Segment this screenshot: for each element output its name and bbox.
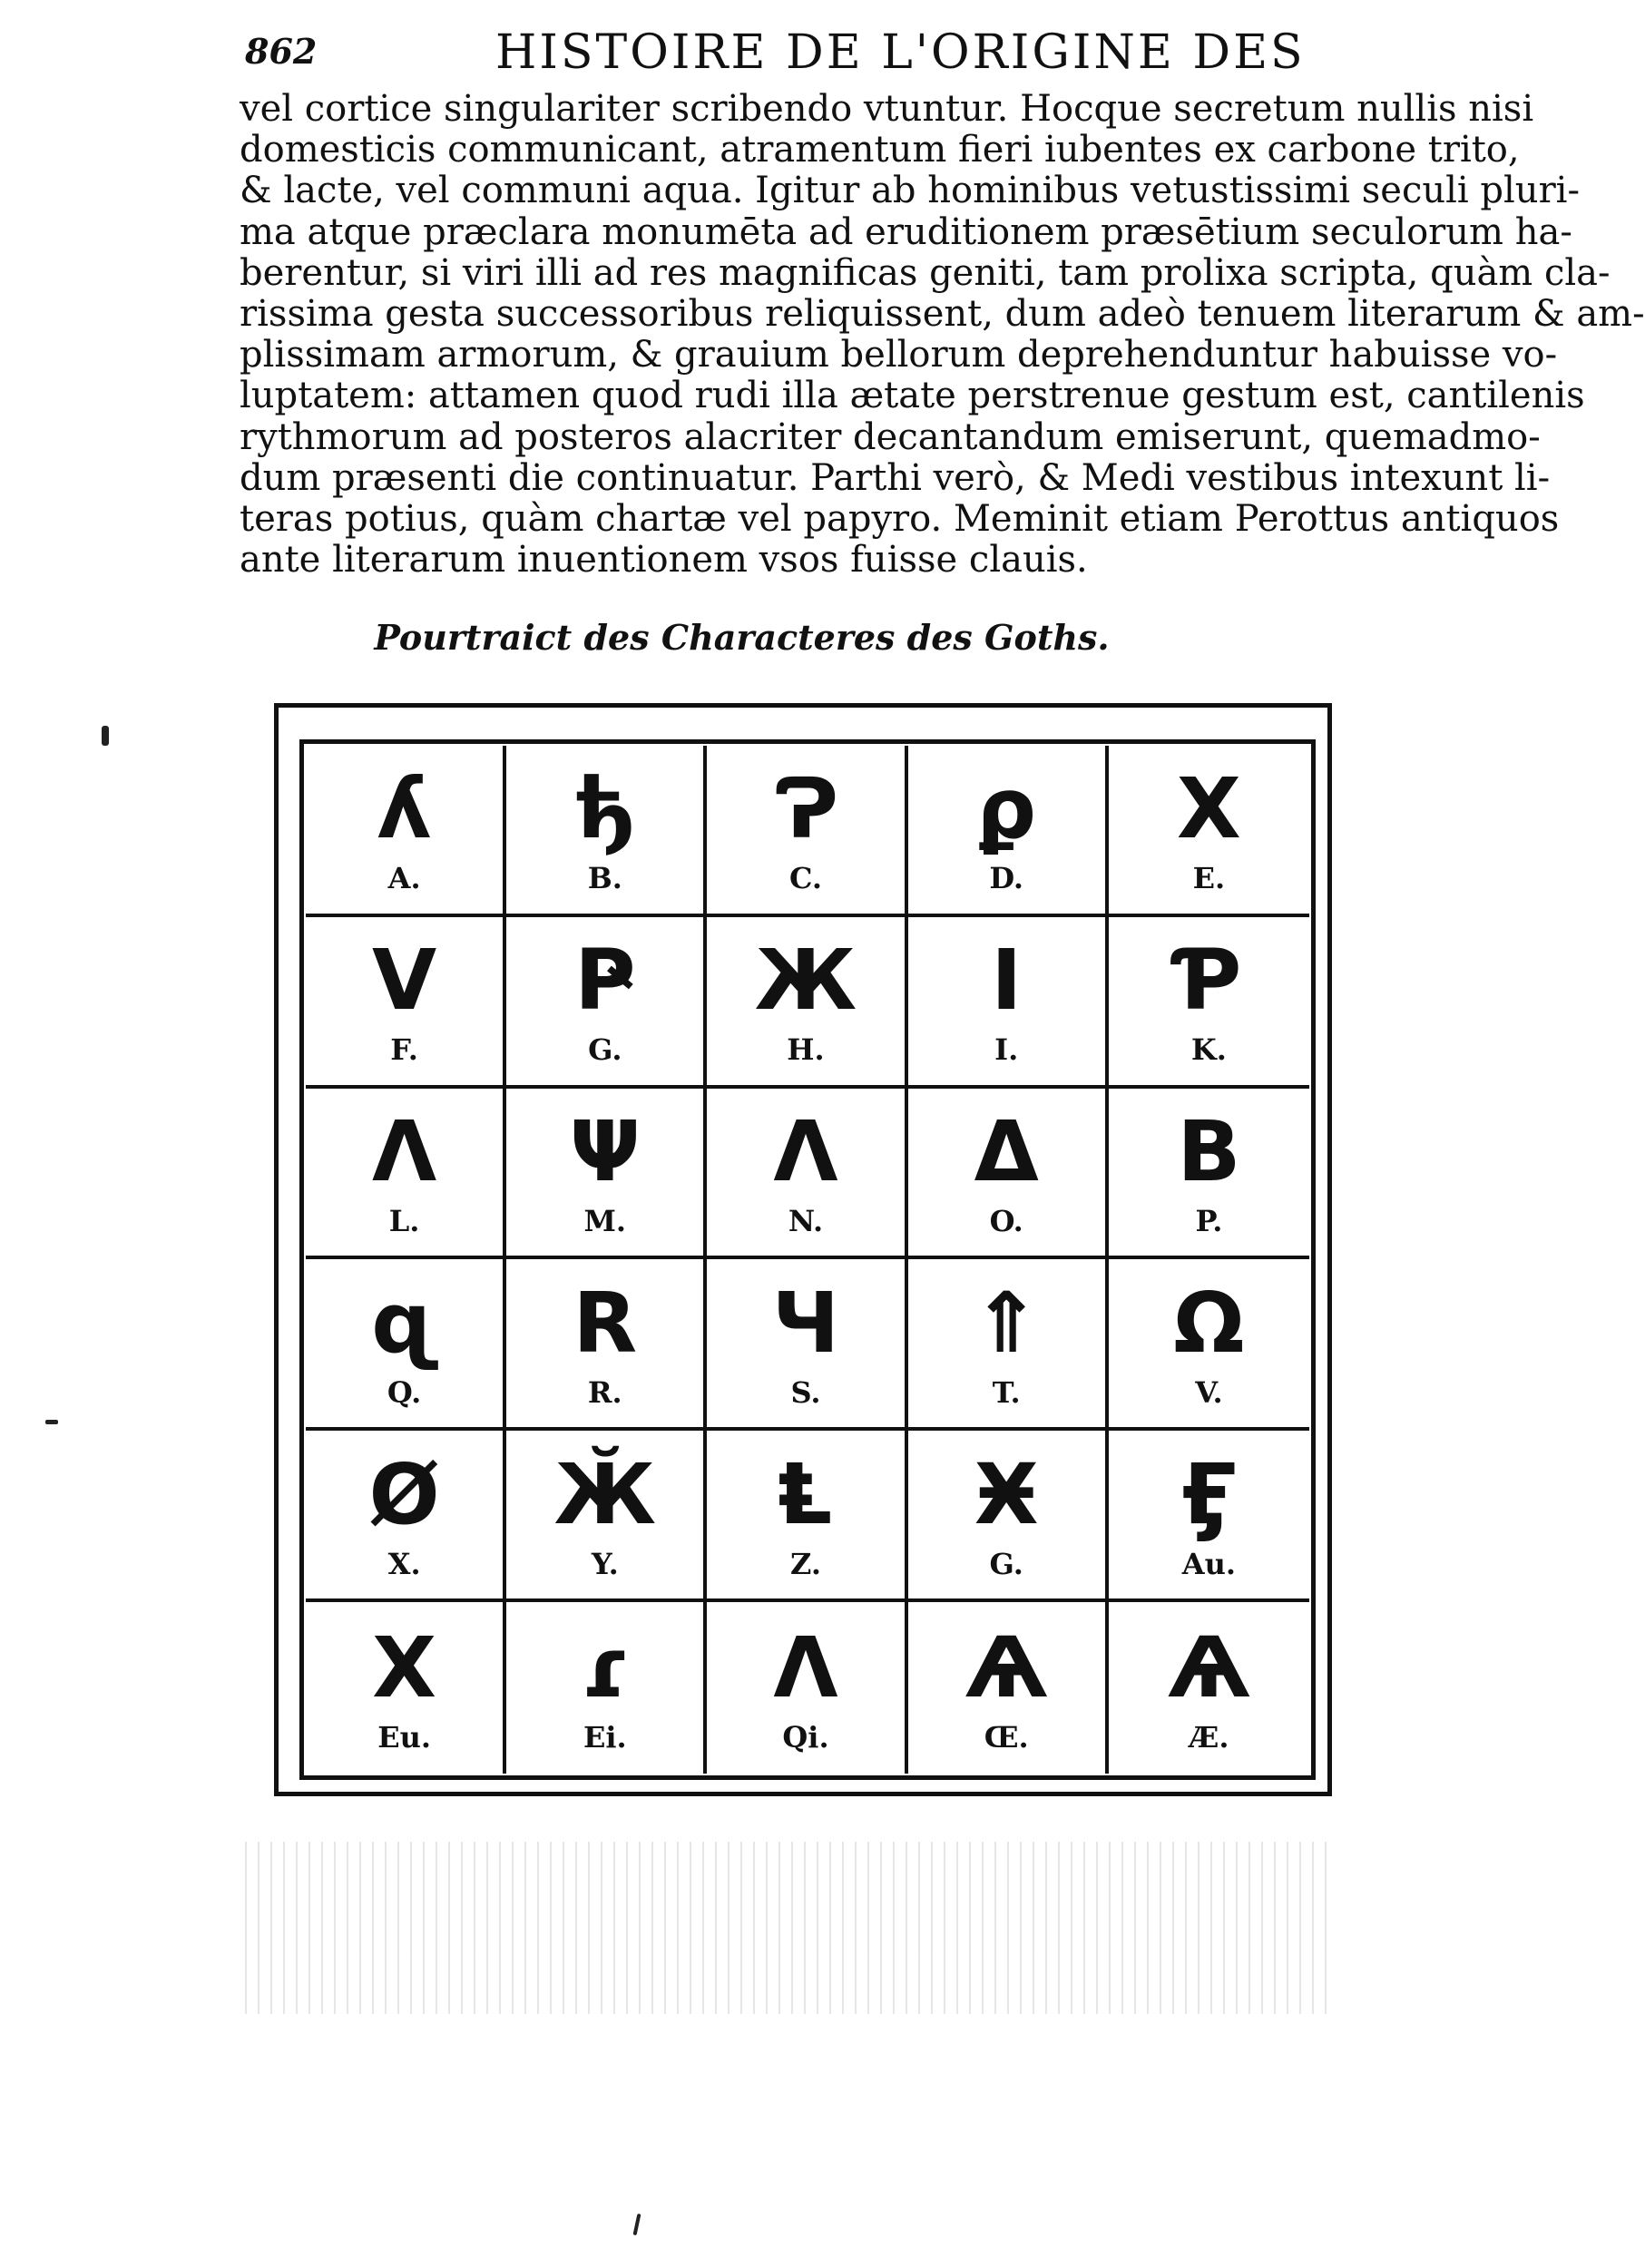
gothic-glyph: ʎ bbox=[377, 760, 432, 858]
character-cell bbox=[1109, 1089, 1309, 1260]
letter-label: R. bbox=[587, 1374, 622, 1410]
letter-label: Æ. bbox=[1189, 1719, 1229, 1755]
gothic-glyph: ɾ bbox=[580, 1618, 631, 1716]
character-cell bbox=[306, 1089, 506, 1260]
gothic-glyph: Ω bbox=[1173, 1274, 1245, 1372]
gothic-glyph: Ɂ bbox=[773, 760, 838, 858]
gothic-glyph: ⇑ bbox=[971, 1274, 1042, 1372]
letter-label: Au. bbox=[1181, 1546, 1236, 1581]
letter-label: G. bbox=[989, 1546, 1023, 1581]
letter-label: S. bbox=[790, 1374, 821, 1410]
running-head bbox=[245, 25, 1306, 89]
character-cell bbox=[908, 1089, 1109, 1260]
letter-label: Z. bbox=[790, 1546, 821, 1581]
character-cell bbox=[707, 917, 907, 1089]
gothic-glyph: ϼ bbox=[976, 760, 1037, 858]
character-cell bbox=[908, 917, 1109, 1089]
letter-label: T. bbox=[992, 1374, 1021, 1410]
text-line: domesticis communicant, atramentum fieri iubentes ex carbone trito, bbox=[240, 129, 1520, 171]
gothic-glyph: Ⱡ bbox=[778, 1445, 833, 1543]
gothic-glyph: Х bbox=[372, 1618, 437, 1716]
character-cell bbox=[707, 1089, 907, 1260]
text-line: vel cortice singulariter scribendo vtuntur. Hocque secretum nullis nisi bbox=[240, 88, 1534, 130]
letter-label: Y. bbox=[591, 1546, 619, 1581]
letter-label: E. bbox=[1192, 861, 1226, 896]
letter-label: D. bbox=[989, 861, 1024, 896]
character-cell bbox=[707, 1259, 907, 1431]
text-line: berentur, si viri illi ad res magnificas geniti, tam prolixa scripta, quàm cla- bbox=[240, 251, 1611, 294]
text-line: ante literarum inuentionem vsos fuisse clauis. bbox=[240, 539, 1088, 582]
character-cell bbox=[908, 1602, 1109, 1774]
letter-label: X. bbox=[387, 1546, 421, 1581]
gothic-glyph: ɋ bbox=[371, 1274, 437, 1372]
gothic-glyph: В bbox=[1177, 1103, 1241, 1201]
letter-label: Ei. bbox=[583, 1719, 627, 1755]
gothic-glyph: Ч bbox=[771, 1274, 840, 1372]
margin-speck bbox=[102, 726, 109, 746]
letter-label: N. bbox=[788, 1204, 824, 1239]
text-line: rissima gesta successoribus reliquissent, dum adeò tenuem literarum & am- bbox=[240, 293, 1645, 336]
character-cell bbox=[1109, 1259, 1309, 1431]
letter-label: C. bbox=[788, 861, 823, 896]
letter-label: Eu. bbox=[377, 1719, 431, 1755]
letter-label: H. bbox=[787, 1032, 825, 1068]
character-cell bbox=[506, 746, 707, 917]
character-cell bbox=[1109, 1431, 1309, 1602]
gothic-glyph: V bbox=[371, 932, 437, 1030]
gothic-glyph: R bbox=[573, 1274, 638, 1372]
character-cell bbox=[506, 1602, 707, 1774]
margin-speck bbox=[633, 2214, 641, 2235]
gothic-character-table bbox=[306, 746, 1309, 1774]
character-cell bbox=[506, 917, 707, 1089]
character-cell bbox=[306, 1431, 506, 1602]
character-cell bbox=[707, 746, 907, 917]
text-line: rythmorum ad posteros alacriter decantandum emiserunt, quemadmo- bbox=[240, 415, 1541, 458]
figure-caption: Pourtraict des Characteres des Goths. bbox=[374, 617, 1110, 658]
letter-label: P. bbox=[1195, 1204, 1223, 1239]
text-line: dum præsenti die continuatur. Parthi verò, & Medi vestibus intexunt li- bbox=[240, 456, 1551, 499]
gothic-glyph: Ø bbox=[368, 1445, 440, 1543]
letter-label: F. bbox=[390, 1032, 418, 1068]
show-through-bleed bbox=[245, 1842, 1334, 2014]
gothic-glyph: Ӻ bbox=[1180, 1445, 1237, 1543]
gothic-glyph: Ҏ bbox=[574, 932, 636, 1030]
gothic-glyph: Ѧ bbox=[964, 1618, 1048, 1716]
letter-label: Œ. bbox=[984, 1719, 1029, 1755]
character-cell bbox=[306, 1259, 506, 1431]
letter-label: K. bbox=[1190, 1032, 1227, 1068]
gothic-glyph: Λ bbox=[773, 1618, 838, 1716]
character-cell bbox=[908, 1431, 1109, 1602]
gothic-glyph: Λ bbox=[773, 1103, 838, 1201]
character-cell bbox=[707, 1602, 907, 1774]
letter-label: I. bbox=[994, 1032, 1019, 1068]
gothic-glyph: Ʌ bbox=[371, 1103, 437, 1201]
letter-label: B. bbox=[587, 861, 622, 896]
gothic-glyph: Х bbox=[1176, 760, 1241, 858]
letter-label: M. bbox=[583, 1204, 627, 1239]
gothic-glyph: Ѧ bbox=[1167, 1618, 1251, 1716]
character-cell bbox=[908, 1259, 1109, 1431]
letter-label: G. bbox=[588, 1032, 622, 1068]
text-line: luptatem: attamen quod rudi illa ætate perstrenue gestum est, cantilenis bbox=[240, 375, 1585, 417]
character-cell bbox=[707, 1431, 907, 1602]
character-cell bbox=[506, 1259, 707, 1431]
gothic-glyph: Ӂ bbox=[553, 1445, 657, 1543]
gothic-glyph: Ƥ bbox=[1176, 932, 1242, 1030]
character-cell bbox=[306, 1602, 506, 1774]
character-cell bbox=[1109, 746, 1309, 917]
gothic-glyph: Ж bbox=[754, 932, 857, 1030]
text-line: ma atque præclara monumēta ad eruditionem præsētium seculorum ha- bbox=[240, 210, 1572, 253]
character-cell bbox=[506, 1431, 707, 1602]
gothic-glyph: Ψ bbox=[569, 1103, 641, 1201]
character-cell bbox=[1109, 1602, 1309, 1774]
letter-label: O. bbox=[989, 1204, 1023, 1239]
character-cell bbox=[908, 746, 1109, 917]
gothic-glyph: ђ bbox=[574, 760, 635, 858]
page-number: 862 bbox=[245, 31, 318, 72]
character-cell bbox=[506, 1089, 707, 1260]
letter-label: L. bbox=[388, 1204, 420, 1239]
gothic-glyph: I bbox=[991, 932, 1023, 1030]
text-line: teras potius, quàm chartæ vel papyro. Meminit etiam Perottus antiquos bbox=[240, 498, 1560, 541]
text-line: plissimam armorum, & grauium bellorum deprehenduntur habuisse vo- bbox=[240, 334, 1558, 376]
text-line: & lacte, vel communi aqua. Igitur ab hominibus vetustissimi seculi pluri- bbox=[240, 170, 1580, 212]
gothic-glyph: Ӿ bbox=[974, 1445, 1039, 1543]
character-cell bbox=[306, 746, 506, 917]
gothic-glyph: Δ bbox=[974, 1103, 1039, 1201]
letter-label: Q. bbox=[387, 1374, 422, 1410]
letter-label: Qi. bbox=[782, 1719, 829, 1755]
letter-label: V. bbox=[1195, 1374, 1223, 1410]
letter-label: A. bbox=[387, 861, 421, 896]
body-text bbox=[240, 88, 1645, 582]
running-title: HISTOIRE DE L'ORIGINE DES bbox=[495, 25, 1306, 80]
character-cell bbox=[306, 917, 506, 1089]
character-cell bbox=[1109, 917, 1309, 1089]
margin-speck bbox=[45, 1420, 58, 1424]
